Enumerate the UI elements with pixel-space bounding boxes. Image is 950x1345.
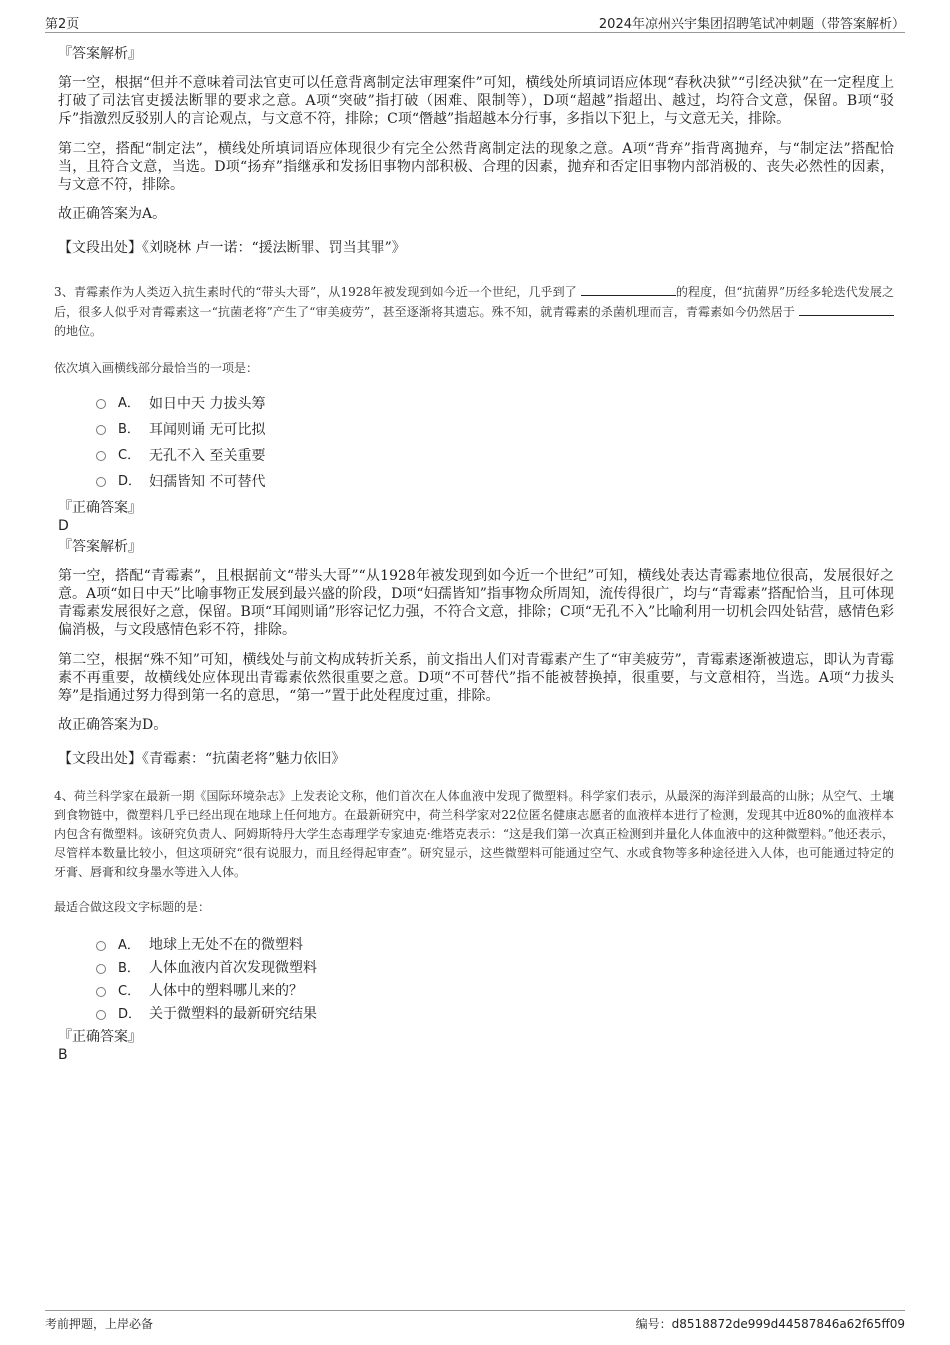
option-d[interactable]: D． 关于微塑料的最新研究结果 <box>96 1003 894 1026</box>
option-a[interactable]: A． 地球上无处不在的微塑料 <box>96 934 894 957</box>
option-list <box>96 934 894 1026</box>
option-list <box>96 391 894 495</box>
option-b[interactable]: B． 人体血液内首次发现微塑料 <box>96 957 894 980</box>
correct-answer-label: 『正确答案』 <box>58 1029 142 1045</box>
radio-icon[interactable] <box>96 451 106 461</box>
radio-icon[interactable] <box>96 425 106 435</box>
answer-conclusion: 故正确答案为D。 <box>58 717 168 733</box>
correct-answer-value: D <box>58 518 69 534</box>
document-id: 编号：d8518872de999d44587846a62f65ff09 <box>635 1317 905 1331</box>
analysis-paragraph: 第二空，根据“殊不知”可知，横线处与前文构成转折关系，前文指出人们对青霉素产生了“审美疲劳”，青霉素逐渐被遗忘，即认为青霉素不再重要，故横线处应体现出青霉素依然很重要之意。D项“不可替代”指不能被替换掉，很重要，与文意相符，当选。A项“力拔头筹”是指通过努力得到第一名的意思，“第一”置于此处程度过重，排除。 <box>58 652 894 704</box>
analysis-label: 『答案解析』 <box>58 539 142 555</box>
question-prompt: 最适合做这段文字标题的是： <box>54 900 211 914</box>
radio-icon[interactable] <box>96 941 106 951</box>
fill-blank <box>799 302 894 316</box>
footer-slogan: 考前押题，上岸必备 <box>45 1317 154 1331</box>
correct-answer-value: B <box>58 1047 68 1063</box>
option-c[interactable]: C． 无孔不入 至关重要 <box>96 443 894 469</box>
question-stem: 3、青霉素作为人类迈入抗生素时代的“带头大哥”，从1928年被发现到如今近一个世纪，几乎到了 的程度，但“抗菌界”历经多轮迭代发展之后，很多人似乎对青霉素这一“抗菌老将”产生了“审美疲劳”，甚至逐渐将其遗忘。殊不知，就青霉素的杀菌机理而言，青霉素如今仍然居于 的地位。 <box>54 282 894 341</box>
page-content <box>54 44 894 1064</box>
option-a[interactable]: A． 如日中天 力拔头筹 <box>96 391 894 417</box>
analysis-paragraph: 第一空，搭配“青霉素”，且根据前文“带头大哥”“从1928年被发现到如今近一个世纪”可知，横线处表达青霉素地位很高，发展很好之意。A项“如日中天”比喻事物正发展到最兴盛的阶段，D项“妇孺皆知”指事物众所周知，流传得很广，均与“青霉素”搭配恰当，且可体现青霉素发展很好之意，保留。B项“耳闻则诵”形容记忆力强，不符合文意，排除；C项“无孔不入”比喻利用一切机会四处钻营，感情色彩偏消极，与文段感情色彩不符，排除。 <box>58 568 894 638</box>
radio-icon[interactable] <box>96 1010 106 1020</box>
option-c[interactable]: C． 人体中的塑料哪儿来的？ <box>96 980 894 1003</box>
analysis-paragraph: 第二空，搭配“制定法”，横线处所填词语应体现很少有完全公然背离制定法的现象之意。A项“背弃”指背离抛弃，与“制定法”搭配恰当，且符合文意，当选。D项“扬弃”指继承和发扬旧事物内部积极、合理的因素，抛弃和否定旧事物内部消极的、丧失必然性的因素，与文意不符，排除。 <box>58 141 894 193</box>
answer-conclusion: 故正确答案为A。 <box>58 206 167 222</box>
question-4 <box>54 787 894 1064</box>
analysis-paragraph: 第一空，根据“但并不意味着司法官吏可以任意背离制定法审理案件”可知，横线处所填词语应体现“春秋决狱”“引经决狱”在一定程度上打破了司法官吏援法断罪的要求之意。A项“突破”指打破（困难、限制等），D项“超越”指超出、越过，均符合文意，保留。B项“驳斥”指激烈反驳别人的言论观点，与文意不符，排除；C项“僭越”指超越本分行事，多指以下犯上，与文意无关，排除。 <box>58 75 894 127</box>
option-d[interactable]: D． 妇孺皆知 不可替代 <box>96 469 894 495</box>
page-header <box>45 12 905 33</box>
correct-answer-label: 『正确答案』 <box>58 500 142 516</box>
fill-blank <box>581 282 676 296</box>
question-3 <box>54 282 894 769</box>
q2-analysis <box>58 44 894 258</box>
option-b[interactable]: B． 耳闻则诵 无可比拟 <box>96 417 894 443</box>
radio-icon[interactable] <box>96 964 106 974</box>
question-prompt: 依次填入画横线部分最恰当的一项是： <box>54 361 259 375</box>
page-number: 第2页 <box>45 17 80 32</box>
radio-icon[interactable] <box>96 987 106 997</box>
question-stem: 4、荷兰科学家在最新一期《国际环境杂志》上发表论文称，他们首次在人体血液中发现了微塑料。科学家们表示，从最深的海洋到最高的山脉；从空气、土壤到食物链中，微塑料几乎已经出现在地球上任何地方。在最新研究中，荷兰科学家对22位匿名健康志愿者的血液样本进行了检测，发现其中近80%的血液样本内包含有微塑料。该研究负责人、阿姆斯特丹大学生态毒理学专家迪克·维塔克表示：“这是我们第一次真正检测到并量化人体血液中的这种微塑料。”他还表示，尽管样本数量比较小，但这项研究“很有说服力，而且经得起审查”。研究显示，这些微塑料可能通过空气、水或食物等多种途径进入人体，也可能通过特定的牙膏、唇膏和纹身墨水等进入人体。 <box>54 789 894 879</box>
radio-icon[interactable] <box>96 477 106 487</box>
source-citation: 【文段出处】《青霉素：“抗菌老将”魅力依旧》 <box>58 751 346 767</box>
document-title: 2024年凉州兴宇集团招聘笔试冲刺题（带答案解析） <box>598 17 905 32</box>
page-footer <box>45 1310 905 1335</box>
radio-icon[interactable] <box>96 399 106 409</box>
source-citation: 【文段出处】《刘晓林 卢一诺：“援法断罪、罚当其罪”》 <box>58 240 406 256</box>
analysis-label: 『答案解析』 <box>58 46 142 62</box>
